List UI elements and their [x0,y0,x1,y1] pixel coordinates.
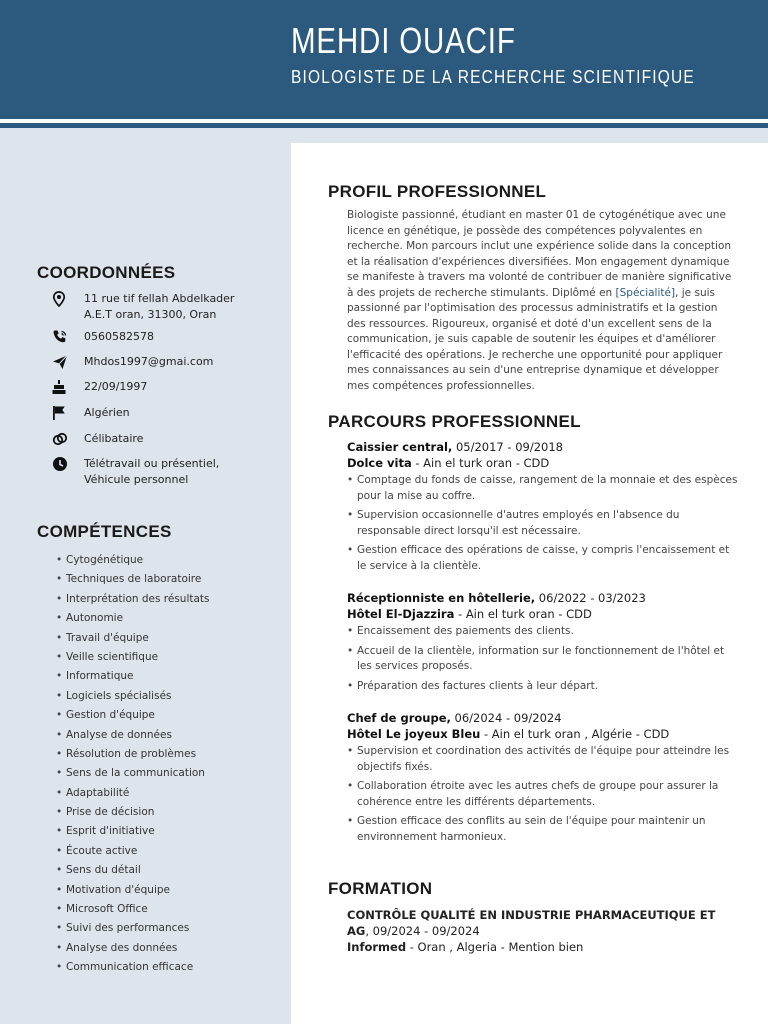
section-title-competences: COMPÉTENCES [37,522,172,541]
contact-email [52,354,262,370]
job-bullet: • Accueil de la clientèle, information sur le fonctionnement de l'hôtel et les services proposés. [347,644,739,675]
phone-icon [52,329,76,345]
skill-item: • Travail d'équipe [56,629,210,648]
skill-item: • Adaptabilité [56,784,210,803]
contact-marital-status [52,431,262,447]
skill-item: • Résolution de problèmes [56,745,210,764]
section-title-parcours: PARCOURS PROFESSIONNEL [328,412,581,431]
contact-nationality [52,405,262,421]
job-bullet: • Supervision et coordination des activités de l'équipe pour atteindre les objectifs fixés. [347,744,739,775]
job-role: Caissier central, [347,440,453,454]
rings-icon [52,431,76,447]
contact-phone-text: 0560582578 [84,330,154,343]
contact-birthdate [52,379,262,395]
section-title-profil: PROFIL PROFESSIONNEL [328,182,547,201]
job-bullet: • Gestion efficace des conflits au sein de l'équipe pour maintenir un environnement harmonieux. [347,814,739,845]
clock-icon [52,456,76,472]
contact-availability [52,456,262,488]
contact-address [52,291,262,323]
job-company: Hôtel El-Djazzira [347,607,455,621]
location-pin-icon [52,291,76,307]
job-bullet: • Comptage du fonds de caisse, rangement de la monnaie et des espèces pour la mise au coffre. [347,473,739,504]
skill-item: • Techniques de laboratoire [56,570,210,589]
job-bullet: • Supervision occasionnelle d'autres employés en l'absence du responsable direct lorsqu'il est nécessaire. [347,508,739,539]
profile-placeholder-specialite: [Spécialité] [615,286,676,299]
profile-text-start: Biologiste passionné, étudiant en master 01 de cytogénétique avec une licence en génétique, je possède des compétences polyvalentes en recherche. Mon parcours inclut une expérience solide dans la conception et la réalisation d'expériences diversifiées. Mon engagement dynamique se manifeste à travers ma volonté de contribuer de manière significative à des projets de recherche stimulants. Diplômé en [347,209,732,299]
flag-icon [52,405,76,421]
job-bullet: • Collaboration étroite avec les autres chefs de groupe pour assurer la cohérence entre les différents départements. [347,779,739,810]
paper-plane-icon [52,354,76,370]
main-top-gap [291,128,768,143]
skill-item: • Sens du détail [56,861,210,880]
job-location: - Ain el turk oran - CDD [411,456,550,470]
job-dates: 06/2022 - 03/2023 [535,591,646,605]
skill-item: • Prise de décision [56,803,210,822]
header-banner [0,0,768,119]
job-bullet: • Gestion efficace des opérations de caisse, y compris l'encaissement et le service à la clientèle. [347,543,739,574]
job-entry [347,439,739,578]
contact-nationality-text: Algérien [84,406,130,419]
skill-item: • Analyse de données [56,726,210,745]
skill-item: • Analyse des données [56,939,210,958]
profile-summary [347,208,739,394]
skill-item: • Interprétation des résultats [56,590,210,609]
education-school: Informed [347,940,407,954]
job-dates: 06/2024 - 09/2024 [450,711,562,725]
skill-item: • Écoute active [56,842,210,861]
skill-item: • Autonomie [56,609,210,628]
skill-item: • Veille scientifique [56,648,210,667]
contact-marital-status-text: Célibataire [84,432,144,445]
job-bullet: • Encaissement des paiements des clients. [347,624,739,640]
section-title-formation: FORMATION [328,879,433,898]
skill-item: • Informatique [56,667,210,686]
job-bullets [347,473,739,574]
job-company: Hôtel Le joyeux Bleu [347,727,481,741]
contact-phone [52,329,262,345]
job-location: - Ain el turk oran - CDD [454,607,592,621]
contact-address-text: 11 rue tif fellah Abdelkader A.E.T oran, 31300, Oran [84,292,235,321]
skill-item: • Sens de la communication [56,764,210,783]
contact-availability-text: Télétravail ou présentiel, Véhicule personnel [84,457,220,486]
job-bullets [347,624,739,694]
education-details: - Oran , Algeria - Mention bien [406,940,584,954]
job-bullet: • Préparation des factures clients à leur départ. [347,679,739,695]
job-role: Chef de groupe, [347,711,451,725]
skill-item: • Logiciels spécialisés [56,687,210,706]
skill-item: • Cytogénétique [56,551,210,570]
skill-item: • Esprit d'initiative [56,822,210,841]
skills-list [56,551,210,978]
skill-item: • Gestion d'équipe [56,706,210,725]
job-role: Réceptionniste en hôtellerie, [347,591,536,605]
education-entry [347,907,739,955]
section-title-coordonnees: COORDONNÉES [37,263,176,282]
education-dates: , 09/2024 - 09/2024 [365,924,480,938]
skill-item: • Suivi des performances [56,919,210,938]
candidate-name: MEHDI OUACIF [291,20,516,61]
contact-email-text: Mhdos1997@gmai.com [84,355,214,368]
education-degree: CONTRÔLE QUALITÉ EN INDUSTRIE PHARMACEUTIQUE ET AG [347,908,716,938]
skill-item: • Microsoft Office [56,900,210,919]
job-entry [347,590,739,698]
profile-text-end: , je suis passionné par l'optimisation des processus administratifs et la gestion des ressources. Rigoureux, organisé et doté d'un excellent sens de la communication, je suis capable de soutenir les équipes et d'améliorer l'efficacité des opérations. Je recherche une opportunité pour appliquer mes connaissances au sein d'une entreprise dynamique et développer mes compétences professionnelles. [347,286,723,392]
job-bullets [347,744,739,845]
job-location: - Ain el turk oran , Algérie - CDD [480,727,670,741]
skill-item: • Communication efficace [56,958,210,977]
job-company: Dolce vita [347,456,412,470]
birthday-cake-icon [52,379,76,395]
skill-item: • Motivation d'équipe [56,881,210,900]
job-entry [347,710,739,849]
job-title: BIOLOGISTE DE LA RECHERCHE SCIENTIFIQUE [291,67,695,87]
job-dates: 05/2017 - 09/2018 [452,440,563,454]
contact-birthdate-text: 22/09/1997 [84,380,148,393]
